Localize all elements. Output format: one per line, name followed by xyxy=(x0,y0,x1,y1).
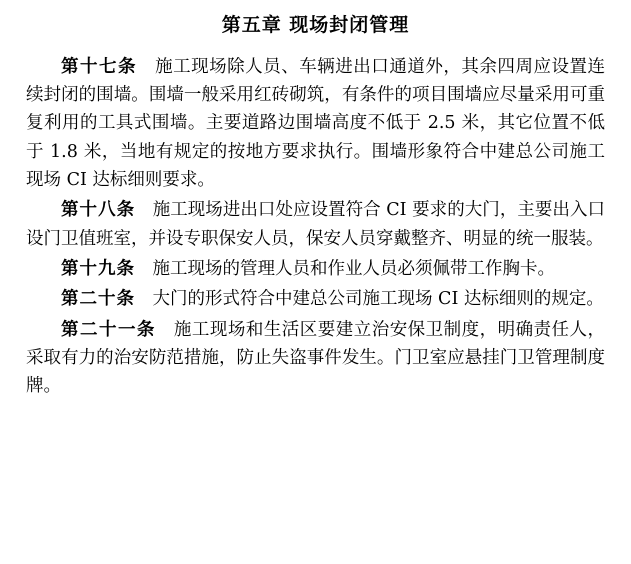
paragraph-lead: 第十七条 xyxy=(61,56,138,77)
paragraph xyxy=(26,255,605,283)
paragraph-lead: 第二十一条 xyxy=(61,319,156,340)
paragraph-lead: 第十九条 xyxy=(61,259,135,279)
paragraph-lead: 第十八条 xyxy=(61,200,136,221)
paragraph-text: 大门的形式符合中建总公司施工现场 CI 达标细则的规定。 xyxy=(135,289,604,310)
paragraph-text: 施工现场的管理人员和作业人员必须佩带工作胸卡。 xyxy=(135,259,555,279)
paragraph xyxy=(26,53,605,195)
paragraph xyxy=(26,285,605,313)
paragraph-text: 施工现场除人员、车辆进出口通道外，其余四周应设置连续封闭的围墙。围墙一般采用红砖砌筑，有条件的项目围墙应尽量采用可重复利用的工具式围墙。主要道路边围墙高度不低于 2.5 米，其它位置不低于 1.8 米，当地有规定的按地方要求执行。围墙形象符合中建总公司施工现场 CI 达标细则要求。 xyxy=(26,56,606,190)
page-title: 第五章 现场封闭管理 xyxy=(221,14,410,36)
paragraph-text: 施工现场和生活区要建立治安保卫制度，明确责任人，采取有力的治安防范措施，防止失盗事件发生。门卫室应悬挂门卫管理制度牌。 xyxy=(26,319,606,397)
paragraph xyxy=(26,316,605,401)
paragraph-text: 施工现场进出口处应设置符合 CI 要求的大门，主要出入口设门卫值班室，并设专职保安人员，保安人员穿戴整齐、明显的统一服装。 xyxy=(26,200,606,249)
paragraph xyxy=(26,196,605,253)
paragraph-lead: 第二十条 xyxy=(61,289,135,310)
